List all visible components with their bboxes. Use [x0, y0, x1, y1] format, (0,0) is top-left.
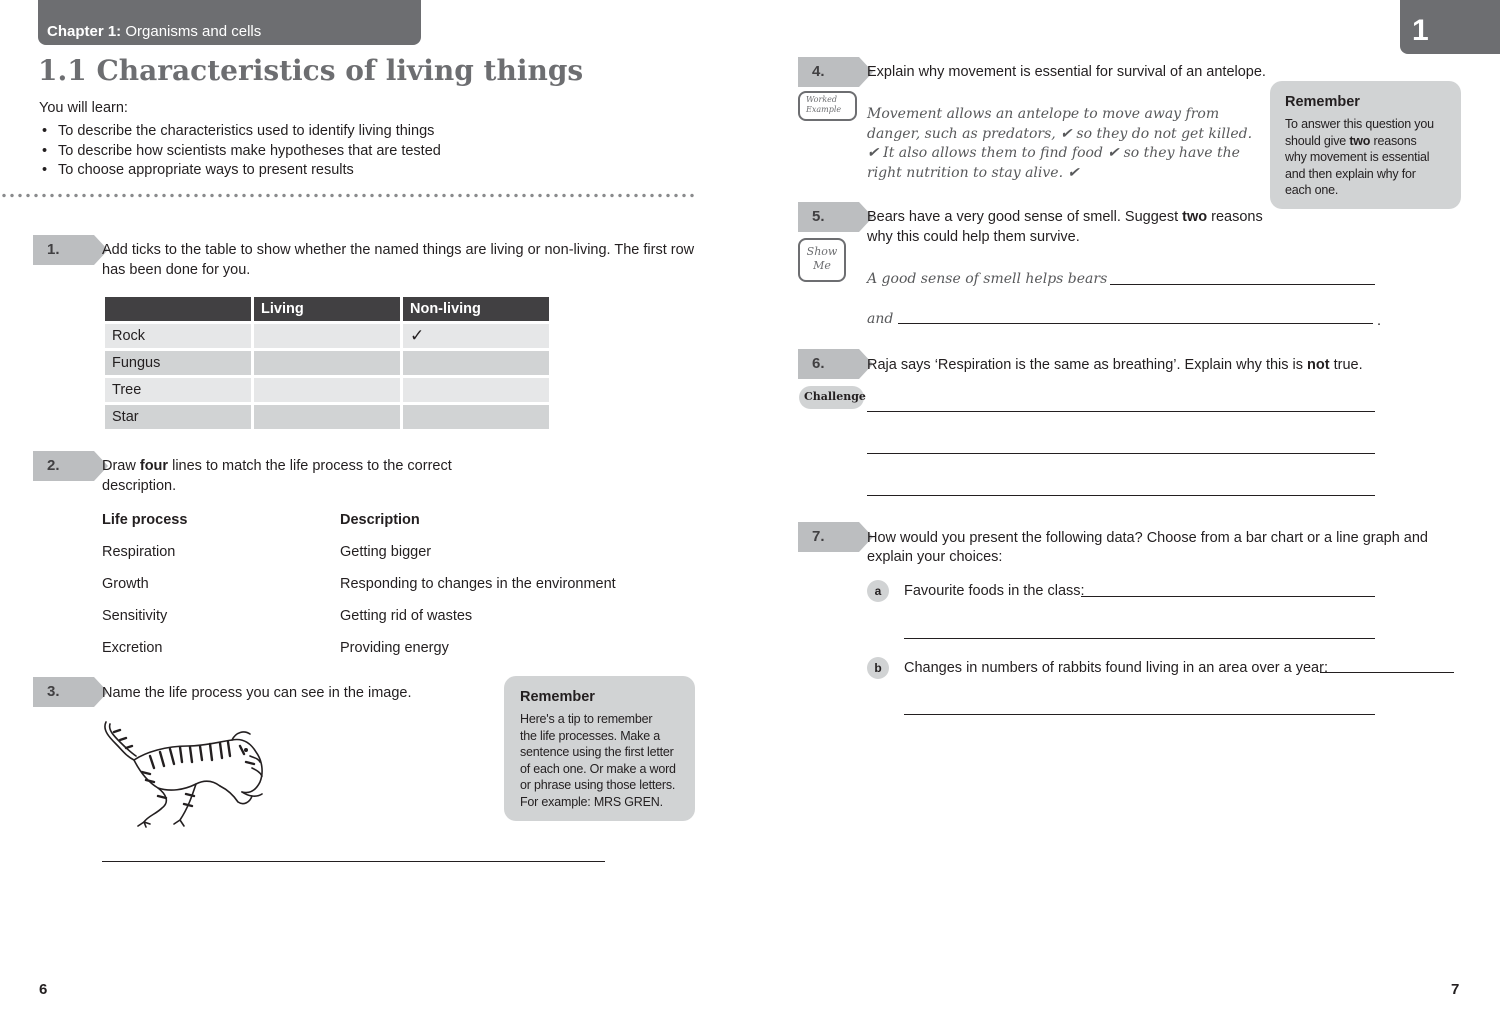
show-me-tag: Show Me	[798, 238, 846, 282]
table-cell-name: Star	[105, 405, 251, 429]
q5-text: Bears have a very good sense of smell. Suggest two reasons	[867, 209, 1263, 225]
q2-text: Draw four lines to match the life process to the correct	[102, 458, 452, 474]
life-process-header: Life process	[102, 512, 188, 528]
table-cell-living[interactable]	[254, 351, 400, 375]
learn-item: • To describe the characteristics used to identify living things	[40, 122, 441, 142]
question-number-badge: 3.	[33, 677, 94, 707]
life-process-item[interactable]: Excretion	[102, 640, 163, 656]
worked-example-tag: Worked Example	[798, 91, 857, 121]
learn-list	[40, 122, 441, 181]
q2-text-line2: description.	[102, 478, 177, 494]
question-number-badge: 6.	[798, 349, 859, 379]
description-item[interactable]: Responding to changes in the environment	[340, 576, 616, 592]
question-number-badge: 5.	[798, 202, 859, 232]
chapter-label: Chapter 1:	[47, 23, 122, 40]
q5-text-line2: why this could help them survive.	[867, 229, 1080, 245]
q1-text-line1: Add ticks to the table to show whether the named things are living or non-living. The first row	[102, 242, 695, 258]
table-cell-living[interactable]	[254, 405, 400, 429]
page-number-right: 7	[1451, 981, 1460, 998]
q5-end-mark: .	[1377, 313, 1382, 329]
table-cell-nonliving[interactable]	[403, 405, 549, 429]
remember-body: Here's a tip to remember the life processes. Make a sentence using the first letter of each one. Or make a word or phrase using those letters. For example: MRS GREN.	[520, 712, 676, 809]
description-header: Description	[340, 512, 420, 528]
table-row	[105, 405, 549, 429]
learn-intro: You will learn:	[39, 100, 128, 116]
page-number-left: 6	[39, 981, 48, 998]
table-header-cell	[105, 297, 251, 321]
table-header-nonliving: Non-living	[403, 297, 549, 321]
table-cell-living[interactable]	[254, 378, 400, 402]
dotted-divider	[0, 193, 697, 198]
q3-text: Name the life process you can see in the image.	[102, 685, 412, 701]
description-item[interactable]: Providing energy	[340, 640, 449, 656]
worked-answer: Movement allows an antelope to move away from danger, such as predators, ✔ so they do not get killed. ✔ It also allows them to find food ✔ so they have the right nutrition to stay alive. ✔	[867, 106, 1253, 181]
remember-title: Remember	[520, 689, 595, 705]
subquestion-b-label: b	[867, 657, 889, 679]
table-row	[105, 324, 549, 348]
answer-line[interactable]	[1081, 596, 1375, 597]
remember-title: Remember	[1285, 94, 1360, 110]
remember-body: To answer this question you should give two reasons why movement is essential and then explain why for each one.	[1285, 117, 1434, 197]
question-number-badge: 7.	[798, 522, 859, 552]
answer-line[interactable]	[904, 638, 1375, 639]
table-cell-name: Rock	[105, 324, 251, 348]
q7a-text: Favourite foods in the class:	[904, 583, 1085, 599]
table-row	[105, 351, 549, 375]
table-cell-name: Tree	[105, 378, 251, 402]
table-cell-name: Fungus	[105, 351, 251, 375]
life-process-item[interactable]: Respiration	[102, 544, 176, 560]
answer-line[interactable]	[867, 495, 1375, 496]
answer-line[interactable]	[1110, 284, 1375, 285]
chapter-number-tab	[1400, 0, 1500, 54]
q7b-text: Changes in numbers of rabbits found living in an area over a year:	[904, 660, 1328, 676]
question-number-badge: 2.	[33, 451, 94, 481]
remember-box	[504, 676, 695, 821]
subquestion-a-label: a	[867, 580, 889, 602]
chapter-banner	[38, 0, 421, 45]
tiger-eye	[244, 748, 248, 752]
remember-box	[1270, 81, 1461, 209]
q7-text-line2: explain your choices:	[867, 549, 1003, 565]
life-process-item[interactable]: Sensitivity	[102, 608, 168, 624]
tiger-image	[100, 716, 268, 828]
challenge-tag: Challenge	[799, 386, 864, 409]
answer-line[interactable]	[898, 323, 1373, 324]
question-number-badge: 4.	[798, 57, 859, 87]
description-item[interactable]: Getting bigger	[340, 544, 432, 560]
description-item[interactable]: Getting rid of wastes	[340, 608, 473, 624]
question-number-badge: 1.	[33, 235, 94, 265]
q1-text-line2: has been done for you.	[102, 262, 251, 278]
q7-text-line1: How would you present the following data? Choose from a bar chart or a line graph and	[867, 530, 1428, 546]
table-cell-nonliving[interactable]: ✓	[403, 324, 549, 348]
table-row	[105, 378, 549, 402]
chapter-title: Organisms and cells	[125, 23, 262, 40]
life-process-item[interactable]: Growth	[102, 576, 149, 592]
answer-line[interactable]	[102, 861, 605, 862]
q5-prompt: A good sense of smell helps bears	[867, 271, 1108, 287]
answer-line[interactable]	[867, 453, 1375, 454]
learn-item: • To choose appropriate ways to present results	[40, 161, 441, 181]
table-cell-nonliving[interactable]	[403, 351, 549, 375]
table-header-row	[105, 297, 549, 321]
table-header-living: Living	[254, 297, 400, 321]
learn-item: • To describe how scientists make hypotheses that are tested	[40, 142, 441, 162]
section-title: 1.1 Characteristics of living things	[38, 54, 584, 87]
q6-text: Raja says ‘Respiration is the same as breathing’. Explain why this is not true.	[867, 357, 1363, 373]
answer-line[interactable]	[904, 714, 1375, 715]
q4-text: Explain why movement is essential for survival of an antelope.	[867, 64, 1266, 80]
table-cell-nonliving[interactable]	[403, 378, 549, 402]
table-cell-living[interactable]	[254, 324, 400, 348]
answer-line[interactable]	[867, 411, 1375, 412]
chapter-number: 1	[1412, 14, 1429, 47]
living-table	[102, 294, 552, 432]
answer-line[interactable]	[1320, 672, 1454, 673]
q5-prompt-and: and	[867, 311, 894, 327]
